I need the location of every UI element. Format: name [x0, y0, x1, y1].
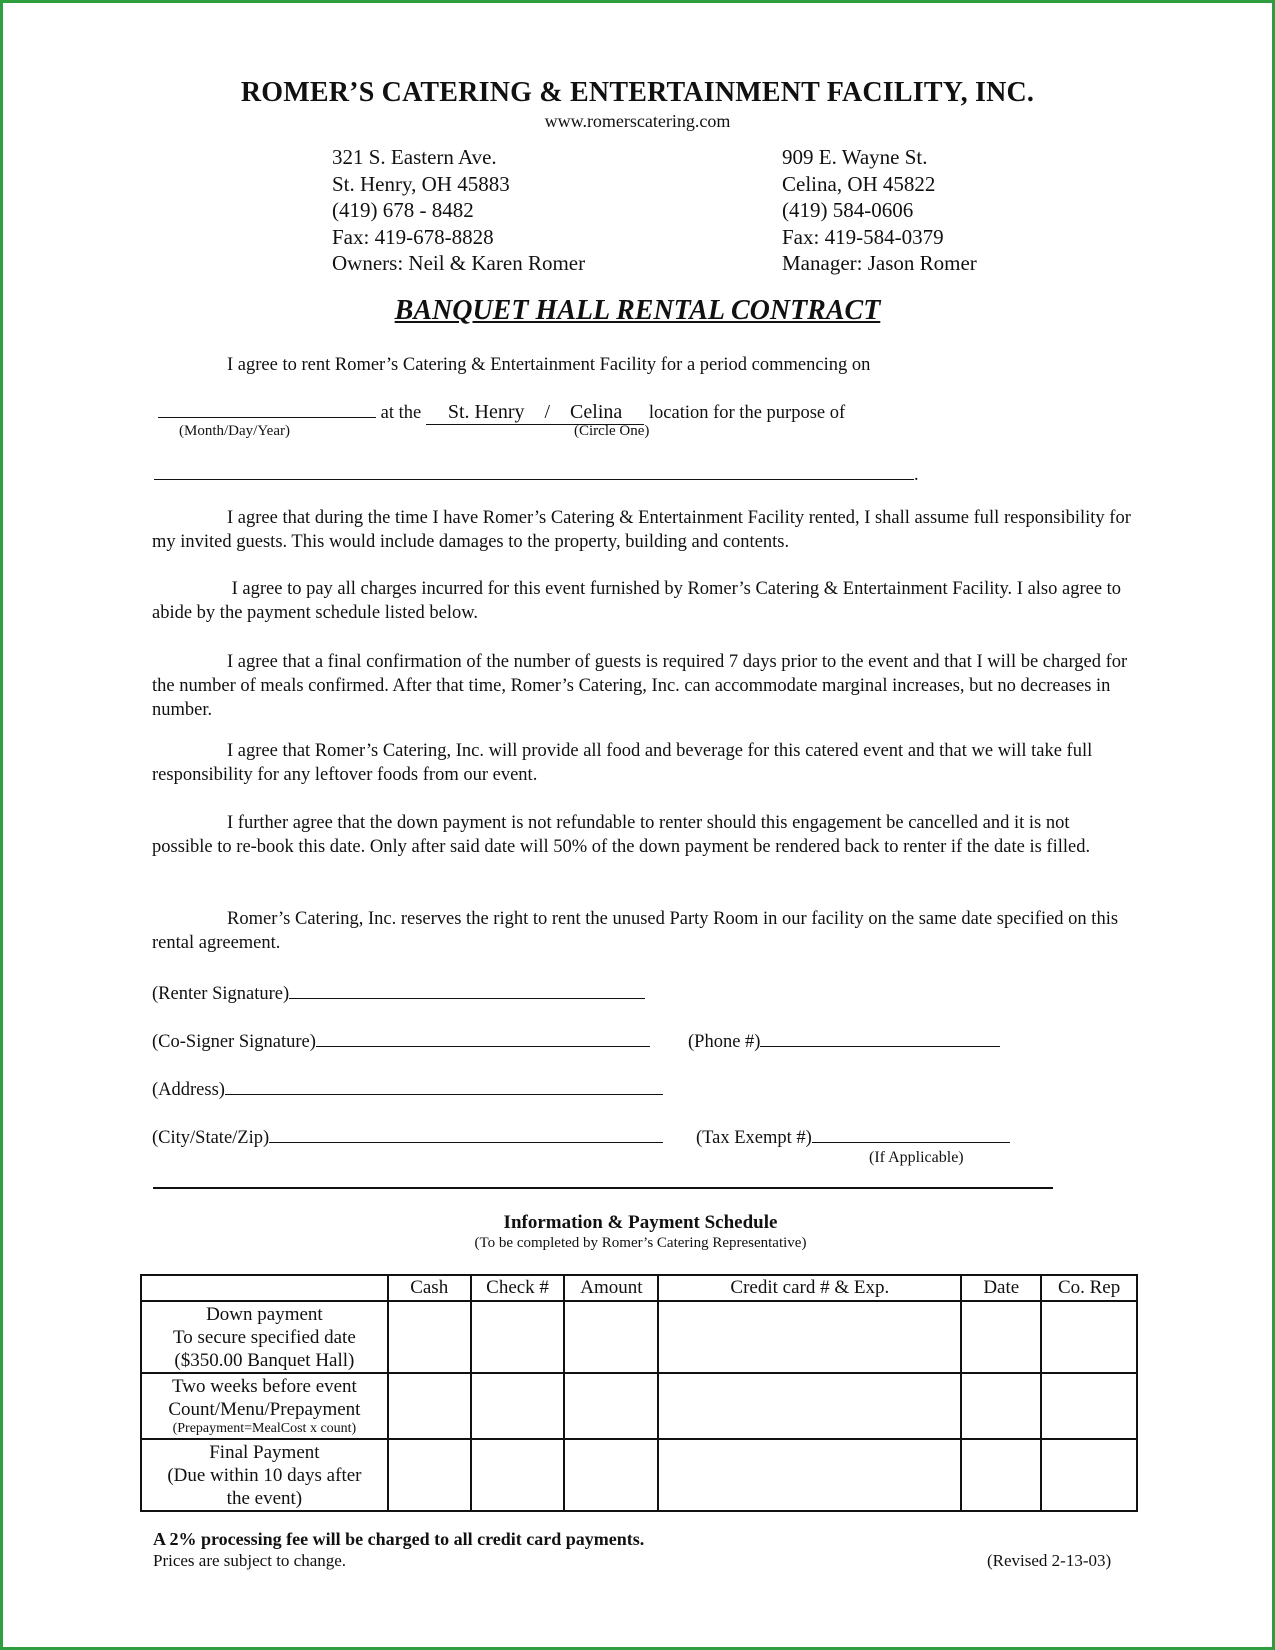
paragraph-responsibility: I agree that during the time I have Romer’s Catering & Entertainment Facility rented, I shall assume full responsibility for my invited guests. This would include damages to the property, building and contents. [152, 508, 1131, 552]
address-label: (Address) [152, 1080, 225, 1100]
processing-fee-note: A 2% processing fee will be charged to all credit card payments. [153, 1529, 645, 1549]
date-cell[interactable] [961, 1301, 1041, 1373]
phone-field[interactable] [760, 1028, 1000, 1047]
city-state-zip-label: (City/State/Zip) [152, 1128, 270, 1148]
city-state-zip-field[interactable] [269, 1124, 663, 1143]
cash-cell[interactable] [388, 1373, 471, 1439]
date-caption: (Month/Day/Year) [179, 423, 290, 439]
co-rep-cell[interactable] [1041, 1373, 1137, 1439]
intro-text: I agree to rent Romer’s Catering & Entertainment Facility for a period commencing on [227, 355, 871, 375]
check-cell[interactable] [471, 1301, 565, 1373]
at-the-label: at the [380, 403, 422, 423]
check-cell[interactable] [471, 1373, 565, 1439]
check-cell[interactable] [471, 1439, 565, 1511]
address-line: Owners: Neil & Karen Romer [332, 251, 586, 275]
paragraph-party-room: Romer’s Catering, Inc. reserves the right to rent the unused Party Room in our facility on the same date specified on this rental agreement. [152, 909, 1119, 953]
purpose-line [154, 461, 919, 487]
address-line: Fax: 419-584-0379 [782, 224, 944, 249]
cosigner-signature-row [152, 1028, 650, 1054]
purpose-label: location for the purpose of [648, 403, 846, 423]
amount-cell[interactable] [564, 1301, 658, 1373]
circle-caption: (Circle One) [574, 423, 650, 439]
column-header: Co. Rep [1041, 1275, 1137, 1301]
purpose-field[interactable] [154, 461, 914, 480]
credit-card-cell[interactable] [658, 1439, 961, 1511]
prices-note: Prices are subject to change. [153, 1551, 347, 1570]
revised-note: (Revised 2-13-03) [987, 1551, 1112, 1570]
address-line: 909 E. Wayne St. [782, 145, 928, 169]
address-line: Manager: Jason Romer [782, 251, 977, 275]
date-cell[interactable] [961, 1373, 1041, 1439]
address-line: (419) 678 - 8482 [332, 198, 474, 222]
date-cell[interactable] [961, 1439, 1041, 1511]
credit-card-cell[interactable] [658, 1373, 961, 1439]
phone-label: (Phone #) [688, 1032, 761, 1052]
website: www.romerscatering.com [544, 111, 731, 131]
amount-cell[interactable] [564, 1439, 658, 1511]
address-line: Fax: 419-678-8828 [332, 224, 494, 249]
section-divider [153, 1187, 1053, 1189]
amount-cell[interactable] [564, 1373, 658, 1439]
column-header: Amount [564, 1275, 658, 1301]
address-line: St. Henry, OH 45883 [332, 171, 510, 196]
co-rep-cell[interactable] [1041, 1439, 1137, 1511]
paragraph-confirmation: I agree that a final confirmation of the number of guests is required 7 days prior to the event and that I will be charged for the number of meals confirmed. After that time, Romer’s Catering, Inc. can accommodate marginal increases, but no decreases in number. [152, 652, 1128, 720]
paragraph-food: I agree that Romer’s Catering, Inc. will provide all food and beverage for this catered event and that we will take full responsibility for any leftover foods from our event. [152, 741, 1093, 785]
st-henry-address [332, 144, 585, 277]
co-rep-cell[interactable] [1041, 1301, 1137, 1373]
renter-signature-label: (Renter Signature) [152, 984, 290, 1004]
cash-cell[interactable] [388, 1439, 471, 1511]
column-header [141, 1275, 388, 1301]
address-line: 321 S. Eastern Ave. [332, 145, 497, 169]
paragraph-down-payment: I further agree that the down payment is not refundable to renter should this engagement be cancelled and it is not possible to re-book this date. Only after said date will 50% of the down payment be rendered back to renter if the date is filled. [152, 813, 1091, 857]
cosigner-signature-label: (Co-Signer Signature) [152, 1032, 316, 1052]
location-options[interactable]: St. Henry / Celina [426, 400, 644, 425]
tax-exempt-row [696, 1124, 1010, 1150]
paragraph-charges: I agree to pay all charges incurred for this event furnished by Romer’s Catering & Entertainment Facility. I also agree to abide by the payment schedule listed below. [152, 579, 1122, 623]
schedule-title: Information & Payment Schedule [503, 1212, 778, 1233]
city-state-zip-row [152, 1124, 663, 1150]
row-label: Down payment To secure specified date ($350.00 Banquet Hall) [141, 1301, 388, 1373]
cash-cell[interactable] [388, 1301, 471, 1373]
commencing-line [158, 399, 845, 425]
address-field[interactable] [225, 1076, 663, 1095]
renter-signature-row [152, 980, 645, 1006]
row-label: Final Payment (Due within 10 days after the event) [141, 1439, 388, 1511]
credit-card-cell[interactable] [658, 1301, 961, 1373]
contract-title: BANQUET HALL RENTAL CONTRACT [394, 295, 881, 326]
phone-row [688, 1028, 1000, 1054]
column-header: Check # [471, 1275, 565, 1301]
schedule-subtitle: (To be completed by Romer’s Catering Representative) [474, 1235, 807, 1251]
table-row [141, 1439, 1137, 1511]
cosigner-signature-field[interactable] [316, 1028, 650, 1047]
table-header-row [141, 1275, 1137, 1301]
renter-signature-field[interactable] [289, 980, 645, 999]
payment-schedule-table [140, 1274, 1138, 1512]
row-label: Two weeks before event Count/Menu/Prepayment (Prepayment=MealCost x count) [141, 1373, 388, 1439]
company-name: ROMER’S CATERING & ENTERTAINMENT FACILITY, INC. [240, 77, 1035, 108]
column-header: Credit card # & Exp. [658, 1275, 961, 1301]
tax-exempt-label: (Tax Exempt #) [696, 1128, 812, 1148]
table-row [141, 1373, 1137, 1439]
column-header: Cash [388, 1275, 471, 1301]
purpose-period: . [914, 465, 919, 485]
tax-exempt-field[interactable] [812, 1124, 1010, 1143]
address-row [152, 1076, 663, 1102]
column-header: Date [961, 1275, 1041, 1301]
address-line: Celina, OH 45822 [782, 171, 936, 196]
address-line: (419) 584-0606 [782, 198, 914, 222]
celina-address [782, 144, 977, 277]
date-field[interactable] [158, 399, 376, 418]
table-row [141, 1301, 1137, 1373]
if-applicable-caption: (If Applicable) [869, 1149, 964, 1166]
